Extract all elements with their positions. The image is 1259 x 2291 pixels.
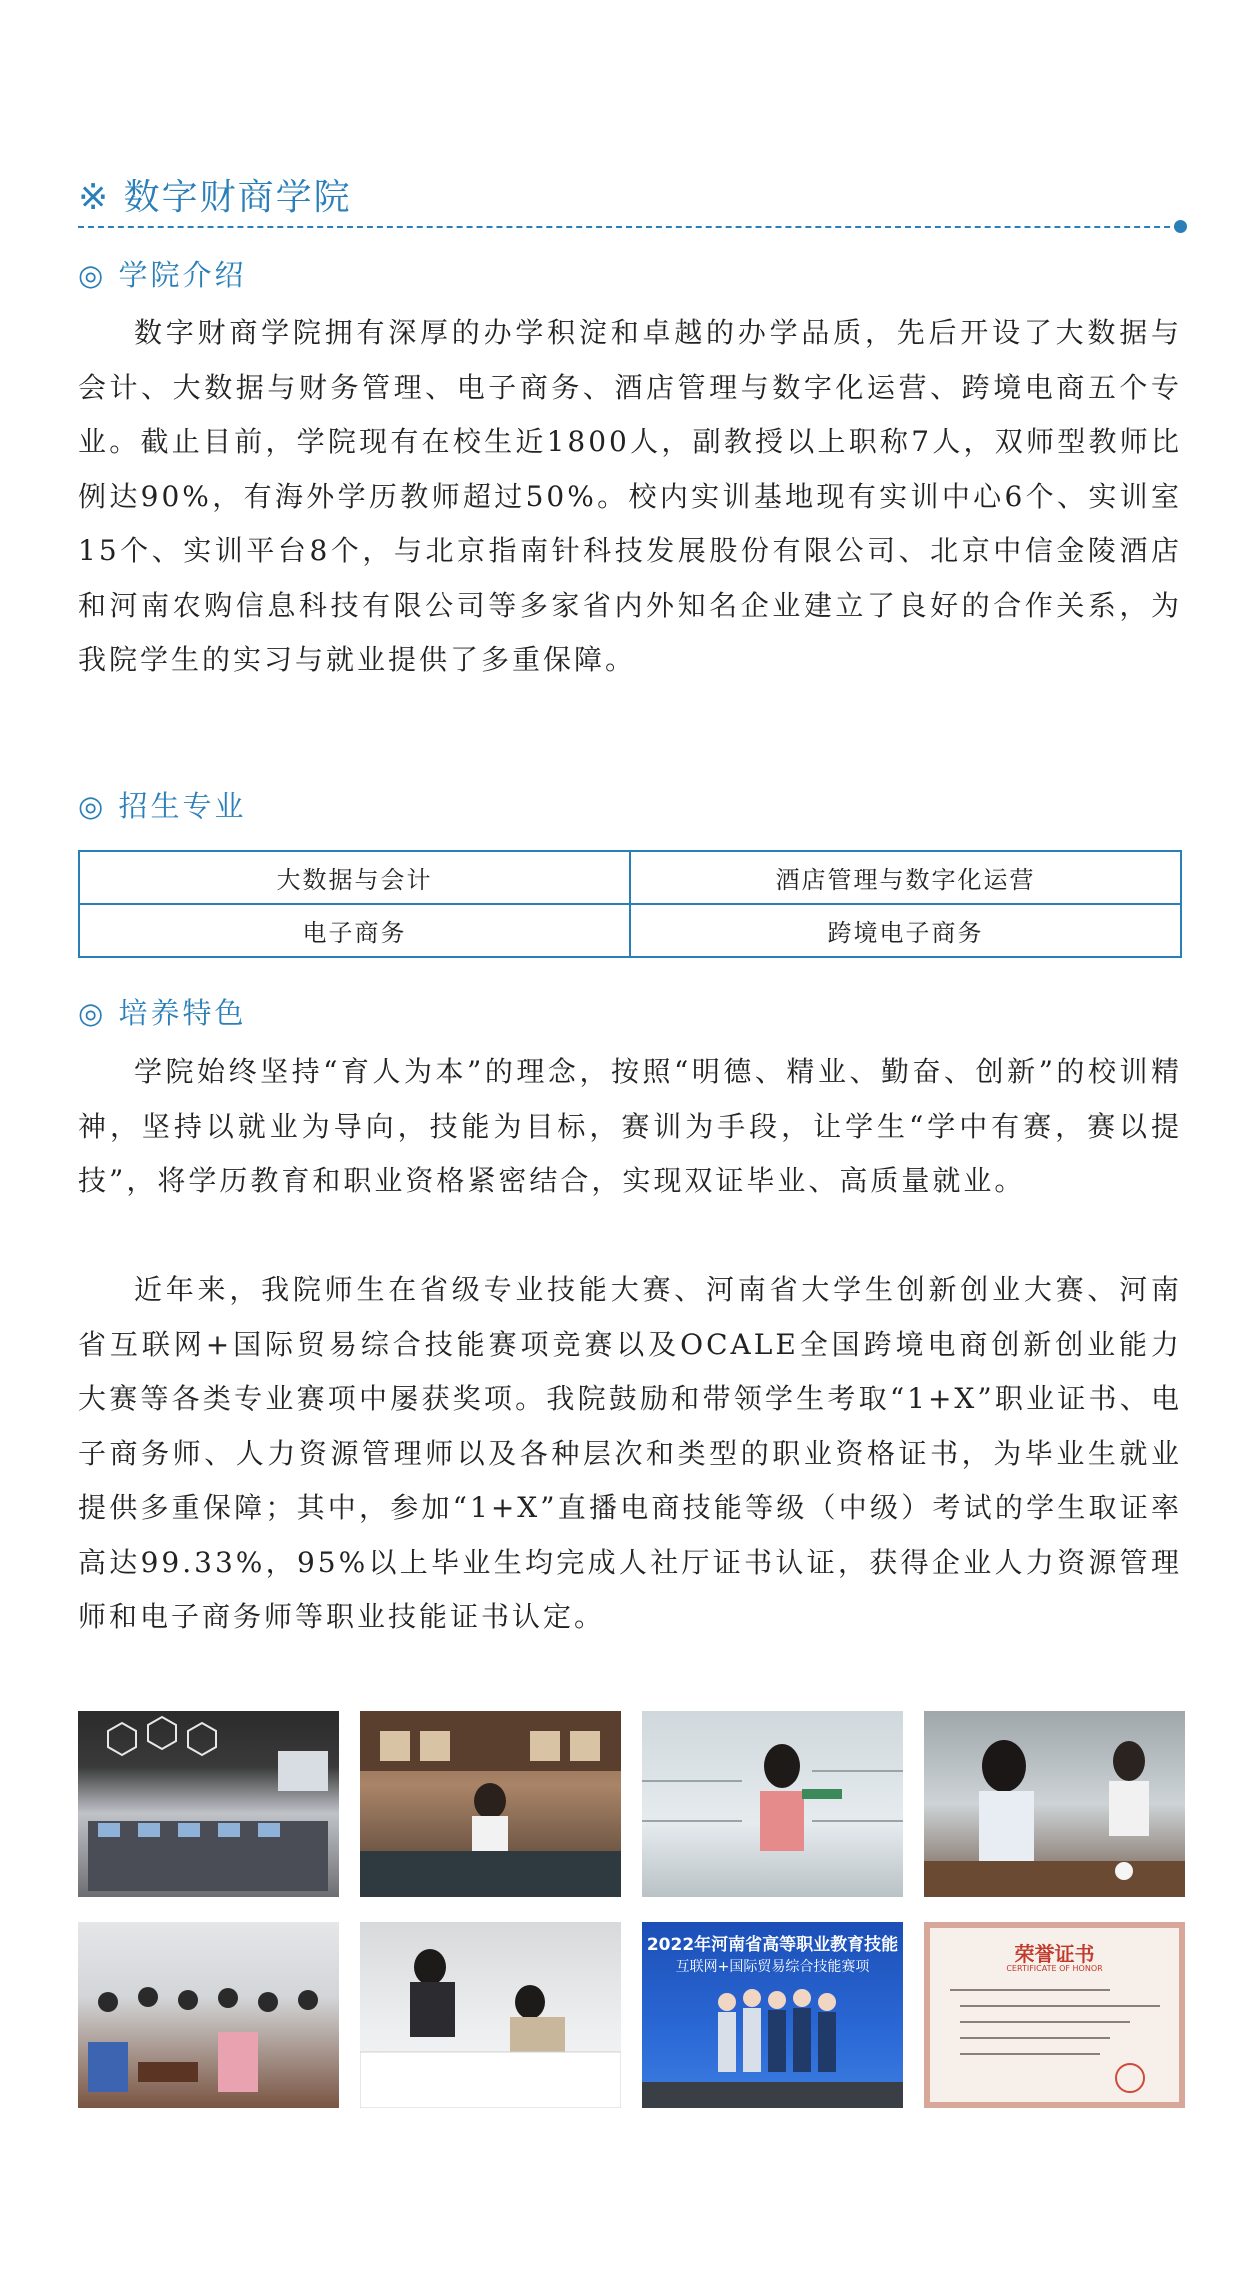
photo-lab-student	[642, 1711, 903, 1897]
photo-bed-making	[360, 1922, 621, 2108]
computer-lab-illustration	[78, 1711, 339, 1897]
title-divider	[78, 226, 1180, 228]
section-heading-features: ◎ 培养特色	[78, 996, 247, 1030]
photo-computer-lab	[78, 1711, 339, 1897]
certificate-title: 荣誉证书	[1014, 1942, 1095, 1966]
lab-student-illustration	[642, 1711, 903, 1897]
classroom-tea-illustration	[78, 1922, 339, 2108]
page-title: ※ 数字财商学院	[78, 177, 352, 218]
divider-end-dot	[1174, 220, 1187, 233]
team-illustration	[642, 1922, 903, 2108]
table-cell: 大数据与会计	[79, 851, 630, 904]
intro-paragraph: 数字财商学院拥有深厚的办学积淀和卓越的办学品质，先后开设了大数据与会计、大数据与财务管理、电子商务、酒店管理与数字化运营、跨境电商五个专业。截止目前，学院现有在校生近1800人，副教授以上职称7人，双师型教师比例达90%，有海外学历教师超过50%。校内实训基地现有实训中心6个、实训室15个、实训平台8个，与北京指南针科技发展股份有限公司、北京中信金陵酒店和河南农购信息科技有限公司等多家省内外知名企业建立了良好的合作关系，为我院学生的实习与就业提供了多重保障。	[78, 316, 1182, 676]
features-paragraph-2: 近年来，我院师生在省级专业技能大赛、河南省大学生创新创业大赛、河南省互联网+国际贸易综合技能赛项竞赛以及OCALE全国跨境电商创新创业能力大赛等各类专业赛项中屡获奖项。我院鼓励和带领学生考取“1+X”职业证书、电子商务师、人力资源管理师以及各种层次和类型的职业资格证书，为毕业生就业提供多重保障；其中，参加“1+X”直播电商技能等级（中级）考试的学生取证率高达99.33%，95%以上毕业生均完成人社厅证书认证，获得企业人力资源管理师和电子商务师等职业技能证书认定。	[78, 1273, 1182, 1633]
tea-ceremony-illustration	[924, 1711, 1185, 1897]
photo-competition-team	[642, 1922, 903, 2108]
table-row	[79, 851, 1181, 904]
photo-honor-certificate	[924, 1922, 1185, 2108]
features-paragraph-1: 学院始终坚持“育人为本”的理念，按照“明德、精业、勤奋、创新”的校训精神，坚持以就业为导向，技能为目标，赛训为手段，让学生“学中有赛，赛以提技”，将学历教育和职业资格紧密结合，实现双证毕业、高质量就业。	[78, 1055, 1182, 1197]
table-cell: 电子商务	[79, 904, 630, 957]
table-row	[79, 904, 1181, 957]
bed-making-illustration	[360, 1922, 621, 2108]
certificate-text-lines	[930, 1928, 1179, 2102]
certificate-subtitle: CERTIFICATE OF HONOR	[1006, 1964, 1103, 1973]
banner-title: 2022年河南省高等职业教育技能	[646, 1935, 899, 1955]
photo-classroom-tea	[78, 1922, 339, 2108]
table-cell: 跨境电子商务	[630, 904, 1181, 957]
table-cell: 酒店管理与数字化运营	[630, 851, 1181, 904]
bar-training-illustration	[360, 1711, 621, 1897]
section-heading-majors: ◎ 招生专业	[78, 789, 247, 823]
majors-table	[78, 850, 1182, 958]
section-heading-intro: ◎ 学院介绍	[78, 258, 247, 292]
photo-bar-training	[360, 1711, 621, 1897]
banner-subtitle: 互联网+国际贸易综合技能赛项	[675, 1959, 870, 1975]
photo-tea-ceremony	[924, 1711, 1185, 1897]
